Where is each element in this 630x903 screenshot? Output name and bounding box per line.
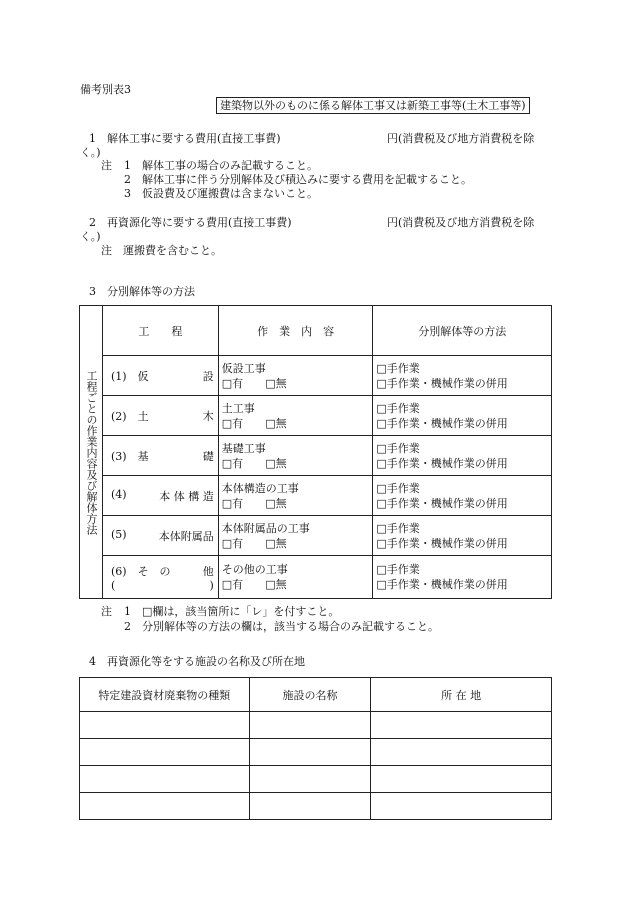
checkbox-manual[interactable]: □手作業 [376,521,420,535]
facility-name-cell[interactable] [249,793,371,820]
location-cell[interactable] [371,766,552,793]
location-cell[interactable] [371,739,552,766]
checkbox-yes[interactable]: □有 [221,416,244,430]
process-row [80,436,552,476]
checkbox-yes[interactable]: □有 [221,376,244,390]
work-content [218,436,373,476]
section2-note: 注 運搬費を含むこと。 [101,244,222,257]
process-number: (1) [110,369,127,383]
paren-close: ) [209,578,214,592]
work-content [218,396,373,436]
header-process: 工 程 [102,306,218,356]
checkbox-manual-machine[interactable]: □手作業・機械作業の併用 [376,496,508,510]
section2-heading: 2 再資源化等に要する費用(直接工事費) [89,216,292,229]
checkbox-no[interactable]: □無 [265,416,287,430]
checkbox-no[interactable]: □無 [265,536,287,550]
checkbox-no[interactable]: □無 [265,496,287,510]
process-number: (4) [110,487,127,501]
work-content [218,356,373,396]
table-row [80,712,552,739]
header-method: 分別解体等の方法 [373,306,552,356]
checkbox-manual[interactable]: □手作業 [376,441,420,455]
process-number: (2) [110,409,127,423]
checkbox-manual-machine[interactable]: □手作業・機械作業の併用 [376,456,508,470]
section1-yen-note: 円(消費税及び地方消費税を除 [387,132,535,145]
checkbox-yes[interactable]: □有 [221,496,244,510]
section3-heading: 3 分別解体等の方法 [89,285,195,298]
process-name-b: 本 体 構 造 [159,489,214,503]
section4-heading: 4 再資源化等をする施設の名称及び所在地 [89,655,305,668]
work-label: 土工事 [221,401,255,415]
process-name [102,516,218,556]
header-location: 所 在 地 [371,678,552,712]
section3-note-1: 1 □欄は，該当箇所に「レ」を付すこと。 [124,605,340,618]
work-label: 基礎工事 [221,441,266,455]
checkbox-no[interactable]: □無 [265,578,287,591]
waste-type-cell[interactable] [80,739,250,766]
process-name-b: 礎 [202,449,214,463]
document-title: 建築物以外のものに係る解体工事又は新築工事等(土木工事等) [216,97,530,114]
method-options [373,556,552,599]
section1-note-label: 注 [101,159,112,172]
work-label: 本体構造の工事 [221,481,299,495]
process-row [80,396,552,436]
method-table [79,305,552,599]
header-work-content: 作 業 内 容 [218,306,373,356]
process-name [102,356,218,396]
process-name-a: 土 [137,409,149,423]
checkbox-manual[interactable]: □手作業 [376,481,420,495]
checkbox-yes[interactable]: □有 [221,456,244,470]
table-row [80,739,552,766]
process-name-b: 設 [202,369,214,383]
process-number: (5) [110,527,127,541]
checkbox-no[interactable]: □無 [265,376,287,390]
work-label: その他の工事 [221,563,288,576]
process-side-label-cell [80,306,103,599]
section1-note-3: 3 仮設費及び運搬費は含まないこと。 [124,187,318,200]
checkbox-manual[interactable]: □手作業 [376,563,420,576]
waste-type-cell[interactable] [80,766,250,793]
facility-table [79,677,552,820]
waste-type-cell[interactable] [80,712,250,739]
process-name-b: 他 [202,564,214,578]
checkbox-no[interactable]: □無 [265,456,287,470]
facility-name-cell[interactable] [249,766,371,793]
section1-continuation: く。) [80,146,101,159]
waste-type-cell[interactable] [80,793,250,820]
section2-yen-note: 円(消費税及び地方消費税を除 [387,216,535,229]
facility-name-cell[interactable] [249,739,371,766]
section3-note-2: 2 分別解体等の方法の欄は，該当する場合のみ記載すること。 [124,620,439,633]
method-options [373,516,552,556]
process-name [102,436,218,476]
method-options [373,436,552,476]
process-name-a: 仮 [137,369,149,383]
method-options [373,476,552,516]
checkbox-yes[interactable]: □有 [221,578,244,591]
method-options [373,396,552,436]
section1-note-1: 1 解体工事の場合のみ記載すること。 [124,159,318,172]
header-facility-name: 施設の名称 [249,678,371,712]
checkbox-manual[interactable]: □手作業 [376,401,420,415]
process-number: (6) [110,564,127,578]
table-row [80,793,552,820]
process-name-b: 木 [202,409,214,423]
work-label: 仮設工事 [221,361,266,375]
checkbox-manual-machine[interactable]: □手作業・機械作業の併用 [376,376,508,390]
process-name-b: 本体附属品 [158,529,214,543]
checkbox-manual-machine[interactable]: □手作業・機械作業の併用 [376,536,508,550]
location-cell[interactable] [371,712,552,739]
checkbox-manual-machine[interactable]: □手作業・機械作業の併用 [376,578,508,591]
work-label: 本体附属品の工事 [221,521,310,535]
location-cell[interactable] [371,793,552,820]
process-row [80,516,552,556]
checkbox-manual-machine[interactable]: □手作業・機械作業の併用 [376,416,508,430]
work-content [218,476,373,516]
facility-name-cell[interactable] [249,712,371,739]
checkbox-manual[interactable]: □手作業 [376,361,420,375]
header-waste-type: 特定建設資材廃棄物の種類 [80,678,250,712]
table-row [80,766,552,793]
process-row [80,556,552,599]
process-row [80,476,552,516]
method-options [373,356,552,396]
process-number: (3) [110,449,127,463]
checkbox-yes[interactable]: □有 [221,536,244,550]
process-name-a: 基 [137,449,149,463]
process-side-label: 工程ごとの作業内容及び解体方法 [84,369,98,535]
document-reference: 備考別表3 [80,83,131,96]
process-name [102,556,218,599]
section3-note-label: 注 [101,605,112,618]
work-content [218,556,373,599]
process-name-a: そ の [137,564,171,578]
process-name [102,476,218,516]
process-row [80,356,552,396]
section2-continuation: く。) [80,230,101,243]
work-content [218,516,373,556]
process-name [102,396,218,436]
paren-open: ( [110,578,116,592]
section1-heading: 1 解体工事に要する費用(直接工事費) [89,132,281,145]
section1-note-2: 2 解体工事に伴う分別解体及び積込みに要する費用を記載すること。 [124,173,472,186]
